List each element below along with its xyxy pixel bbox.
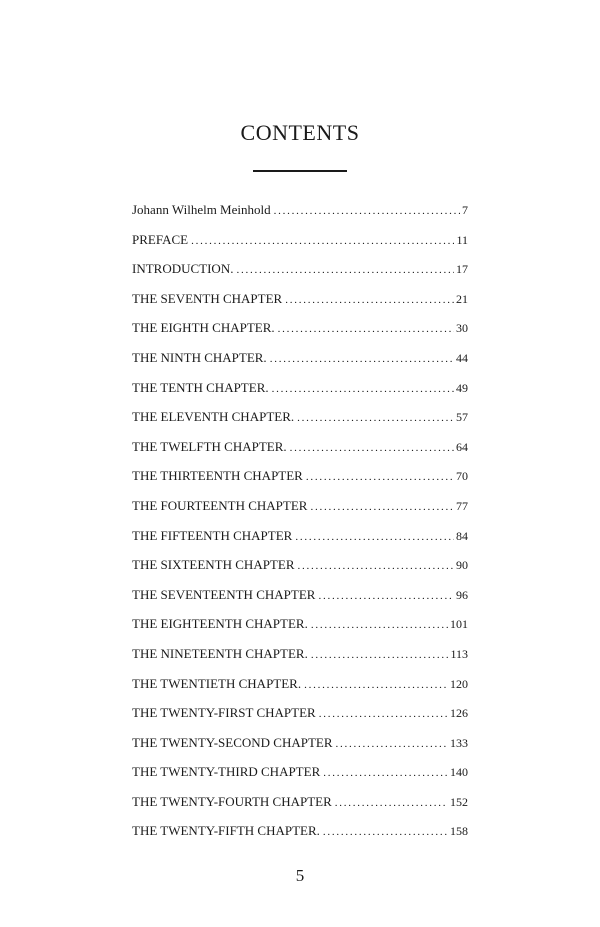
dot-leader (236, 264, 454, 276)
toc-entry[interactable] (132, 823, 468, 853)
toc-entry-page: 152 (450, 794, 468, 809)
dot-leader (336, 738, 448, 750)
toc-entry[interactable] (132, 409, 468, 439)
toc-entry-label: THE ELEVENTH CHAPTER. (132, 409, 295, 425)
dot-leader (298, 560, 455, 572)
toc-entry[interactable] (132, 261, 468, 291)
toc-entry-page: 57 (456, 410, 468, 425)
toc-entry-page: 90 (456, 558, 468, 573)
dot-leader (295, 531, 454, 543)
toc-entry[interactable] (132, 735, 468, 765)
dot-leader (191, 235, 454, 247)
toc-entry-page: 7 (462, 203, 468, 217)
toc-entry-page: 84 (456, 528, 468, 543)
toc-entry[interactable] (132, 439, 468, 469)
toc-entry[interactable] (132, 587, 468, 617)
toc-entry-label: THE TWENTY-FIFTH CHAPTER. (132, 823, 320, 839)
toc-entry-page: 140 (450, 765, 468, 780)
page-number: 5 (295, 866, 305, 885)
dot-leader (318, 590, 454, 602)
toc-entry-page: 17 (456, 262, 468, 277)
toc-entry-label: THE TWENTY-FIRST CHAPTER (132, 705, 316, 721)
toc-entry-label: THE FIFTEENTH CHAPTER (132, 527, 293, 543)
toc-entry-page: 126 (450, 706, 468, 721)
dot-leader (319, 708, 448, 720)
toc-entry-label: THE TWELFTH CHAPTER. (132, 438, 287, 454)
dot-leader (323, 826, 448, 838)
toc-entry[interactable] (132, 498, 468, 528)
toc-entry-label: THE NINETEENTH CHAPTER. (132, 645, 308, 661)
toc-entry[interactable] (132, 350, 468, 380)
toc-entry-page: 44 (456, 350, 468, 365)
dot-leader (323, 767, 448, 779)
toc-entry-label: THE TWENTY-SECOND CHAPTER (132, 734, 333, 750)
toc-entry[interactable] (132, 291, 468, 321)
toc-entry-page: 158 (450, 824, 468, 839)
dot-leader (274, 205, 460, 217)
toc-entry-label: THE EIGHTH CHAPTER. (132, 320, 275, 336)
dot-leader (297, 412, 454, 424)
toc-entry[interactable] (132, 528, 468, 558)
toc-entry[interactable] (132, 705, 468, 735)
toc-entry-label: THE TWENTY-FOURTH CHAPTER (132, 793, 332, 809)
toc-entry-page: 70 (456, 469, 468, 484)
toc-entry-label: THE TWENTIETH CHAPTER. (132, 675, 302, 691)
toc-entry-label: THE TWENTY-THIRD CHAPTER (132, 764, 321, 780)
toc-entry-label: THE SEVENTH CHAPTER (132, 290, 283, 306)
toc-entry-label: Johann Wilhelm Meinhold (132, 202, 271, 217)
dot-leader (272, 383, 454, 395)
dot-leader (311, 649, 449, 661)
toc-entry-page: 77 (456, 498, 468, 513)
dot-leader (311, 619, 448, 631)
dot-leader (306, 471, 454, 483)
toc-entry-page: 120 (450, 676, 468, 691)
toc-entry[interactable] (132, 794, 468, 824)
toc-entry-label: THE NINTH CHAPTER. (132, 349, 267, 365)
dot-leader (290, 442, 454, 454)
title-rule (253, 170, 347, 172)
toc-entry-label: PREFACE (132, 231, 189, 247)
dot-leader (335, 797, 448, 809)
dot-leader (270, 353, 454, 365)
toc-entry[interactable] (132, 202, 468, 232)
toc-entry-page: 101 (450, 617, 468, 632)
toc-entry[interactable] (132, 232, 468, 262)
page-title: CONTENTS (240, 120, 360, 145)
toc-entry[interactable] (132, 380, 468, 410)
dot-leader (278, 323, 454, 335)
table-of-contents (132, 202, 468, 853)
toc-entry[interactable] (132, 646, 468, 676)
toc-entry-label: INTRODUCTION. (132, 261, 234, 277)
toc-entry-page: 49 (456, 380, 468, 395)
toc-entry-page: 11 (456, 232, 468, 247)
dot-leader (310, 501, 454, 513)
toc-entry-page: 30 (456, 321, 468, 336)
dot-leader (304, 679, 448, 691)
toc-entry[interactable] (132, 676, 468, 706)
toc-entry-label: THE SIXTEENTH CHAPTER (132, 557, 295, 573)
toc-entry-page: 113 (450, 646, 468, 661)
toc-entry-page: 21 (456, 291, 468, 306)
toc-entry[interactable] (132, 764, 468, 794)
toc-entry-label: THE FOURTEENTH CHAPTER (132, 497, 308, 513)
toc-entry[interactable] (132, 320, 468, 350)
toc-entry-label: THE TENTH CHAPTER. (132, 379, 269, 395)
toc-entry-page: 133 (450, 735, 468, 750)
toc-entry[interactable] (132, 468, 468, 498)
dot-leader (285, 294, 454, 306)
toc-entry-label: THE SEVENTEENTH CHAPTER (132, 586, 316, 602)
toc-entry-page: 64 (456, 439, 468, 454)
toc-entry[interactable] (132, 616, 468, 646)
toc-entry-page: 96 (456, 587, 468, 602)
toc-entry-label: THE EIGHTEENTH CHAPTER. (132, 616, 308, 632)
toc-entry-label: THE THIRTEENTH CHAPTER (132, 468, 303, 484)
toc-entry[interactable] (132, 557, 468, 587)
